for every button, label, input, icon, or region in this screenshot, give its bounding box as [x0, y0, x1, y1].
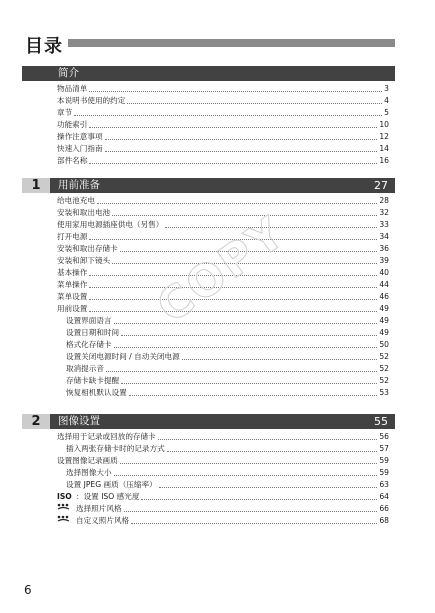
- toc-page: 49: [379, 316, 389, 325]
- toc-page: 3: [384, 84, 389, 93]
- dot-leader: [89, 127, 377, 128]
- toc-row[interactable]: [57, 491, 389, 503]
- toc-page: 28: [379, 196, 389, 205]
- toc-label: 设置界面语言: [66, 316, 112, 325]
- toc-row[interactable]: [57, 107, 389, 119]
- toc-label: 快速入门指南: [57, 144, 103, 153]
- dot-leader: [89, 163, 377, 164]
- section-title: 图像设置: [58, 415, 100, 427]
- toc-label: 设置关闭电源时间 / 自动关闭电源: [66, 352, 180, 361]
- toc-row[interactable]: [57, 327, 389, 339]
- toc-row[interactable]: [57, 479, 389, 491]
- section-header-intro[interactable]: [22, 66, 395, 81]
- picture-style-icon: [57, 515, 76, 527]
- toc-page: 56: [379, 432, 389, 441]
- toc-row[interactable]: [57, 195, 389, 207]
- toc-row[interactable]: [57, 467, 389, 479]
- toc-row[interactable]: [57, 219, 389, 231]
- toc-row[interactable]: [57, 131, 389, 143]
- toc-page: 52: [379, 352, 389, 361]
- toc-page: 49: [379, 328, 389, 337]
- dot-leader: [114, 347, 378, 348]
- dot-leader: [114, 475, 378, 476]
- toc-row[interactable]: [57, 83, 389, 95]
- toc-label: 设置图像记录画质: [57, 456, 118, 465]
- toc-row[interactable]: [57, 95, 389, 107]
- dot-leader: [89, 299, 377, 300]
- dot-leader: [114, 323, 378, 324]
- toc-label: 操作注意事项: [57, 132, 103, 141]
- toc-page: 5: [384, 108, 389, 117]
- section-header-chapter-2[interactable]: [22, 414, 395, 429]
- toc-page: 10: [379, 120, 389, 129]
- dot-leader: [182, 359, 378, 360]
- toc-label: 给电池充电: [57, 196, 95, 205]
- toc-row[interactable]: [57, 339, 389, 351]
- toc-row[interactable]: [57, 431, 389, 443]
- toc-page: 32: [379, 208, 389, 217]
- toc-row[interactable]: [57, 515, 389, 527]
- toc-label: 章节: [57, 108, 73, 117]
- dot-leader: [124, 511, 378, 512]
- chapter-number: 2: [22, 414, 50, 429]
- dot-leader: [121, 383, 377, 384]
- page-title: 目录: [25, 36, 63, 57]
- toc-page: 39: [379, 256, 389, 265]
- toc-label: ：设置 ISO 感光度: [76, 492, 140, 501]
- toc-page: 64: [379, 492, 389, 501]
- dot-leader: [106, 371, 377, 372]
- iso-label: ISO: [57, 492, 72, 501]
- toc-label: 本说明书使用的约定: [57, 96, 126, 105]
- section-page: 27: [374, 179, 388, 192]
- toc-page: 40: [379, 268, 389, 277]
- toc-label: 菜单操作: [57, 280, 88, 289]
- toc-label: 使用家用电源插座供电（另售）: [57, 220, 164, 229]
- toc-label: 打开电源: [57, 232, 88, 241]
- toc-label: 取消提示音: [66, 364, 104, 373]
- toc-page: 14: [379, 144, 389, 153]
- chapter-2-toc-list: [57, 431, 389, 527]
- dot-leader: [105, 139, 378, 140]
- dot-leader: [158, 439, 378, 440]
- section-page: 55: [374, 415, 388, 428]
- dot-leader: [129, 395, 378, 396]
- toc-label: 基本操作: [57, 268, 88, 277]
- dot-leader: [127, 103, 382, 104]
- toc-page: 50: [379, 340, 389, 349]
- toc-label: 恢复相机默认设置: [66, 388, 127, 397]
- toc-row[interactable]: [57, 455, 389, 467]
- toc-page: 49: [379, 304, 389, 313]
- toc-page: 16: [379, 156, 389, 165]
- toc-row[interactable]: [57, 375, 389, 387]
- toc-page: 44: [379, 280, 389, 289]
- toc-page: 52: [379, 376, 389, 385]
- toc-label: 设置 JPEG 画质（压缩率）: [66, 480, 157, 489]
- toc-row[interactable]: [57, 443, 389, 455]
- dot-leader: [159, 487, 378, 488]
- toc-row[interactable]: [57, 387, 389, 399]
- toc-label: 安装和卸下镜头: [57, 256, 111, 265]
- toc-label: 安装和取出存储卡: [57, 244, 118, 253]
- dot-leader: [167, 451, 378, 452]
- toc-label: 格式化存储卡: [66, 340, 112, 349]
- toc-label: 用前设置: [57, 304, 88, 313]
- toc-label: 安装和取出电池: [57, 208, 111, 217]
- toc-label: 选择图像大小: [66, 468, 112, 477]
- toc-row[interactable]: [57, 155, 389, 167]
- toc-page: 53: [379, 388, 389, 397]
- title-rule: [68, 39, 395, 47]
- dot-leader: [141, 499, 377, 500]
- page-number: 6: [24, 583, 32, 597]
- toc-label: 插入两张存储卡时的记录方式: [66, 444, 165, 453]
- toc-row[interactable]: [57, 207, 389, 219]
- toc-row[interactable]: [57, 503, 389, 515]
- copy-watermark: COPY: [148, 206, 296, 334]
- toc-page: 68: [379, 516, 389, 525]
- toc-label: 选择用于记录或回放的存储卡: [57, 432, 156, 441]
- toc-page: 46: [379, 292, 389, 301]
- toc-row[interactable]: [57, 363, 389, 375]
- toc-label: 菜单设置: [57, 292, 88, 301]
- toc-page: 52: [379, 364, 389, 373]
- dot-leader: [105, 151, 378, 152]
- toc-page: 59: [379, 468, 389, 477]
- dot-leader: [112, 215, 377, 216]
- toc-page: 12: [379, 132, 389, 141]
- section-title: 用前准备: [58, 179, 100, 191]
- dot-leader: [131, 523, 377, 524]
- toc-row[interactable]: [57, 315, 389, 327]
- section-header-chapter-1[interactable]: [22, 178, 395, 193]
- toc-label: 物品清单: [57, 84, 88, 93]
- toc-page: 63: [379, 480, 389, 489]
- toc-row[interactable]: [57, 351, 389, 363]
- toc-row[interactable]: [57, 119, 389, 131]
- toc-label: 选择照片风格: [76, 504, 122, 513]
- dot-leader: [97, 203, 377, 204]
- section-title: 简介: [58, 67, 79, 79]
- toc-page: 57: [379, 444, 389, 453]
- dot-leader: [121, 335, 377, 336]
- toc-label: 存储卡缺卡提醒: [66, 376, 120, 385]
- toc-page: 33: [379, 220, 389, 229]
- toc-page: 4: [384, 96, 389, 105]
- toc-page: 34: [379, 232, 389, 241]
- toc-label: 部件名称: [57, 156, 88, 165]
- dot-leader: [89, 91, 382, 92]
- intro-toc-list: [57, 83, 389, 167]
- toc-label: 设置日期和时间: [66, 328, 120, 337]
- dot-leader: [89, 311, 377, 312]
- toc-row[interactable]: [57, 143, 389, 155]
- toc-page: 36: [379, 244, 389, 253]
- picture-style-icon: [57, 503, 76, 515]
- chapter-number: 1: [22, 178, 50, 193]
- dot-leader: [74, 115, 382, 116]
- toc-row[interactable]: [57, 303, 389, 315]
- toc-label: 功能索引: [57, 120, 88, 129]
- toc-page: 59: [379, 456, 389, 465]
- toc-page: 66: [379, 504, 389, 513]
- dot-leader: [120, 463, 378, 464]
- toc-label: 自定义照片风格: [76, 516, 130, 525]
